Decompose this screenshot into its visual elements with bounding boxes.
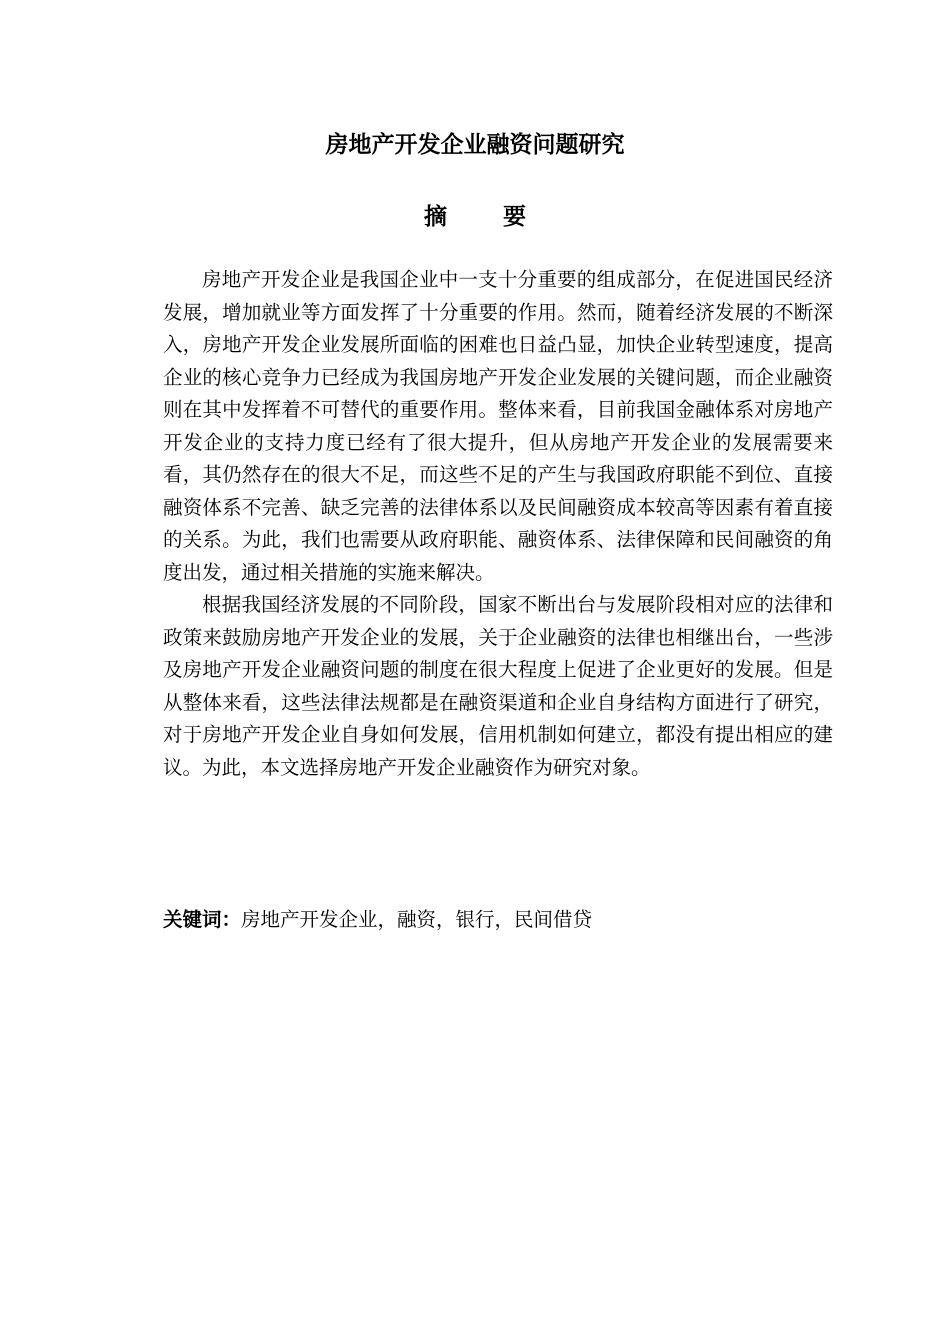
keywords-line <box>163 904 833 936</box>
abstract-body <box>163 264 833 784</box>
document-title: 房地产开发企业融资问题研究 <box>325 132 625 158</box>
keywords-text: 房地产开发企业，融资，银行，民间借贷 <box>241 908 593 931</box>
keywords-label: 关键词： <box>163 908 242 931</box>
abstract-heading: 摘要 <box>424 204 582 230</box>
abstract-paragraph-1: 房地产开发企业是我国企业中一支十分重要的组成部分，在促进国民经济发展，增加就业等方面发挥了十分重要的作用。然而，随着经济发展的不断深入，房地产开发企业发展所面临的困难也日益凸显，加快企业转型速度，提高企业的核心竞争力已经成为我国房地产开发企业发展的关键问题，而企业融资则在其中发挥着不可替代的重要作用。整体来看，目前我国金融体系对房地产开发企业的支持力度已经有了很大提升，但从房地产开发企业的发展需要来看，其仍然存在的很大不足，而这些不足的产生与我国政府职能不到位、直接融资体系不完善、缺乏完善的法律体系以及民间融资成本较高等因素有着直接的关系。为此，我们也需要从政府职能、融资体系、法律保障和民间融资的角度出发，通过相关措施的实施来解决。 <box>163 268 833 584</box>
abstract-paragraph-2: 根据我国经济发展的不同阶段，国家不断出台与发展阶段相对应的法律和政策来鼓励房地产开发企业的发展，关于企业融资的法律也相继出台，一些涉及房地产开发企业融资问题的制度在很大程度上促进了企业更好的发展。但是从整体来看，这些法律法规都是在融资渠道和企业自身结构方面进行了研究，对于房地产开发企业自身如何发展，信用机制如何建立，都没有提出相应的建议。为此，本文选择房地产开发企业融资作为研究对象。 <box>163 593 833 779</box>
